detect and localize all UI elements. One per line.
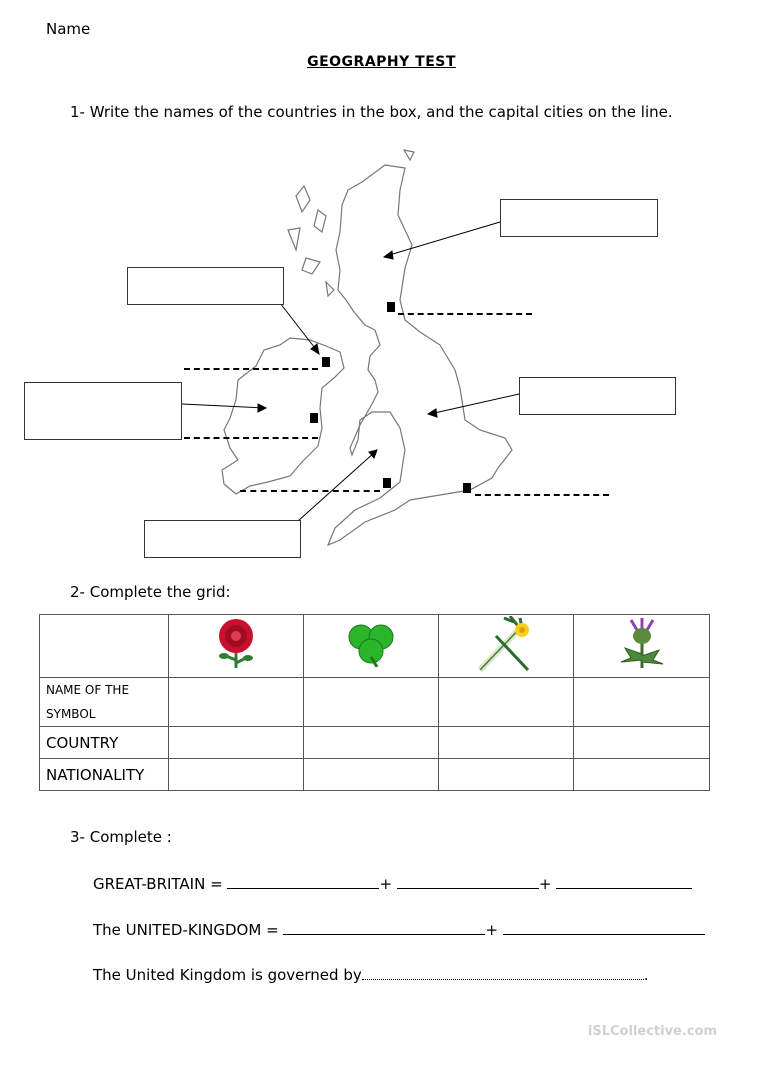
grid-cell[interactable] bbox=[169, 678, 304, 727]
grid-symbol-cell bbox=[169, 615, 304, 678]
country-box-ireland[interactable] bbox=[24, 382, 182, 440]
capital-line-edinburgh[interactable] bbox=[398, 313, 532, 315]
grid-cell[interactable] bbox=[304, 759, 439, 791]
grid-symbol-cell bbox=[439, 615, 574, 678]
grid-cell[interactable] bbox=[439, 678, 574, 727]
grid-cell[interactable] bbox=[574, 759, 710, 791]
uk-label: The UNITED-KINGDOM = bbox=[93, 921, 279, 939]
grid-symbol-cell bbox=[574, 615, 710, 678]
grid-cell[interactable] bbox=[304, 727, 439, 759]
gb-label: GREAT-BRITAIN = bbox=[93, 875, 223, 893]
period: . bbox=[643, 966, 649, 984]
gb-blank-2[interactable] bbox=[397, 874, 539, 889]
gb-blank-1[interactable] bbox=[227, 874, 379, 889]
country-box-scotland[interactable] bbox=[500, 199, 658, 237]
grid-cell[interactable] bbox=[574, 678, 710, 727]
grid-cell[interactable] bbox=[169, 727, 304, 759]
gb-blank-3[interactable] bbox=[556, 874, 692, 889]
capital-line-belfast[interactable] bbox=[184, 368, 318, 370]
shamrock-icon bbox=[343, 621, 399, 667]
thistle-icon bbox=[617, 616, 667, 672]
governed-blank[interactable] bbox=[362, 967, 644, 980]
name-label: Name bbox=[46, 20, 91, 38]
grid-cell[interactable] bbox=[169, 759, 304, 791]
capital-line-dublin[interactable] bbox=[184, 437, 318, 439]
rose-icon bbox=[214, 616, 258, 672]
capital-marker-cardiff bbox=[383, 478, 391, 488]
page-title: GEOGRAPHY TEST bbox=[307, 54, 456, 70]
country-box-england[interactable] bbox=[519, 377, 676, 415]
plus-sign: + bbox=[485, 921, 498, 939]
row-label-symbol-name: NAME OF THE SYMBOL bbox=[40, 678, 169, 727]
uk-blank-1[interactable] bbox=[283, 920, 485, 935]
uk-equation bbox=[93, 920, 705, 939]
capital-marker-belfast bbox=[322, 357, 330, 367]
grid-corner bbox=[40, 615, 169, 678]
grid-symbol-cell bbox=[304, 615, 439, 678]
governed-label: The United Kingdom is governed by bbox=[93, 966, 362, 984]
capital-marker-edinburgh bbox=[387, 302, 395, 312]
capital-marker-dublin bbox=[310, 413, 318, 423]
leek-daffodil-icon bbox=[474, 616, 538, 672]
capital-line-cardiff[interactable] bbox=[240, 490, 380, 492]
question-2: 2- Complete the grid: bbox=[70, 583, 231, 601]
capital-marker-london bbox=[463, 483, 471, 493]
plus-sign: + bbox=[379, 875, 393, 893]
capital-line-london[interactable] bbox=[475, 494, 609, 496]
grid-cell[interactable] bbox=[304, 678, 439, 727]
governed-line bbox=[93, 966, 649, 984]
grid-cell[interactable] bbox=[439, 727, 574, 759]
country-box-wales[interactable] bbox=[144, 520, 301, 558]
gb-equation bbox=[93, 874, 692, 893]
watermark: iSLCollective.com bbox=[587, 1024, 717, 1039]
row-label-country: COUNTRY bbox=[40, 727, 169, 759]
country-box-northern-ireland[interactable] bbox=[127, 267, 284, 305]
row-label-nationality: NATIONALITY bbox=[40, 759, 169, 791]
uk-blank-2[interactable] bbox=[503, 920, 705, 935]
symbol-grid bbox=[39, 614, 710, 791]
grid-cell[interactable] bbox=[574, 727, 710, 759]
grid-cell[interactable] bbox=[439, 759, 574, 791]
question-3: 3- Complete : bbox=[70, 828, 172, 846]
great-britain-outline bbox=[328, 165, 512, 545]
question-1: 1- Write the names of the countries in the box, and the capital cities on the line. bbox=[70, 103, 673, 121]
plus-sign: + bbox=[538, 875, 552, 893]
